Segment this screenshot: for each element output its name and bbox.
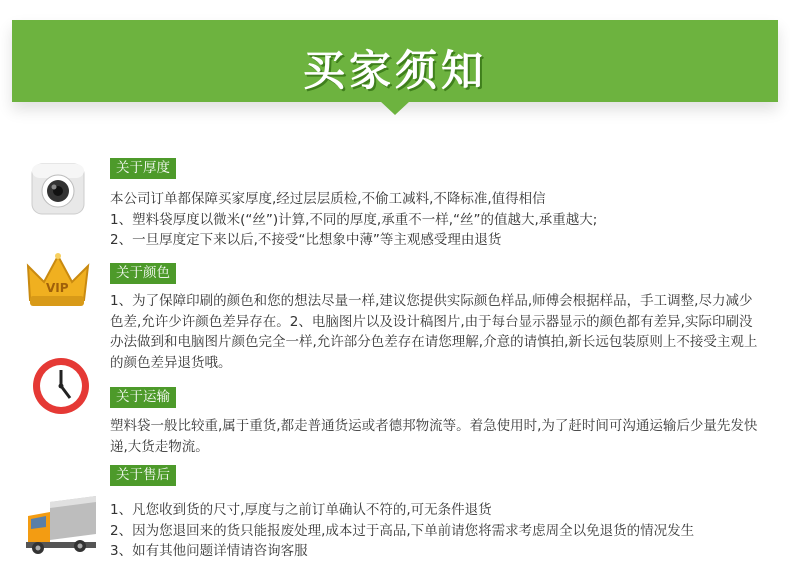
section-label-color: 关于颜色 (110, 263, 176, 284)
vip-crown-icon (24, 252, 92, 312)
text-line: 3、如有其他问题详情请咨询客服 (110, 543, 308, 560)
text-line: 塑料袋一般比较重,属于重货,都走普通货运或者德邦物流等。着急使用时,为了赶时间可沟通运输后少量先发快递,大货走物流。 (110, 418, 758, 455)
text-line: 2、因为您退回来的货只能报废处理,成本过于高品,下单前请您将需求考虑周全以免退货的情况发生 (110, 522, 695, 539)
section-label-shipping: 关于运输 (110, 387, 176, 408)
color-text (110, 291, 760, 374)
camera-icon (30, 160, 86, 216)
section-label-thickness: 关于厚度 (110, 158, 176, 179)
banner-title: 买家须知 (302, 46, 487, 95)
clock-icon (30, 355, 92, 417)
text-line: 1、塑料袋厚度以微米(“丝”)计算,不同的厚度,承重不一样,“丝”的值越大,承重越大; (110, 211, 598, 228)
text-line: 2、一旦厚度定下来以后,不接受“比想象中薄”等主观感受理由退货 (110, 232, 502, 249)
text-line: 本公司订单都保障买家厚度,经过层层质检,不偷工减料,不降标准,值得相信 (110, 191, 546, 207)
thickness-text (110, 189, 760, 251)
after-sales-text (110, 500, 760, 562)
text-line: 1、凡您收到货的尺寸,厚度与之前订单确认不符的,可无条件退货 (110, 502, 492, 518)
truck-icon (24, 494, 98, 556)
vip-text: VIP (46, 281, 69, 295)
header-banner (12, 20, 778, 102)
banner-arrow (380, 101, 410, 115)
section-label-after-sales: 关于售后 (110, 465, 176, 486)
text-line: 1、为了保障印刷的颜色和您的想法尽量一样,建议您提供实际颜色样品,师傅会根据样品，手工调整,尽力减少色差,允许少许颜色差异存在。2、电脑图片以及设计稿图片,由于每台显示器显示的颜色都有差异,实际印刷没办法做到和电脑图片颜色完全一样,允许部分色差存在请您理解,介意的请慎拍,新长远包装原则上不接受主观上的颜色差异退货哦。 (110, 293, 758, 372)
shipping-text (110, 416, 760, 457)
